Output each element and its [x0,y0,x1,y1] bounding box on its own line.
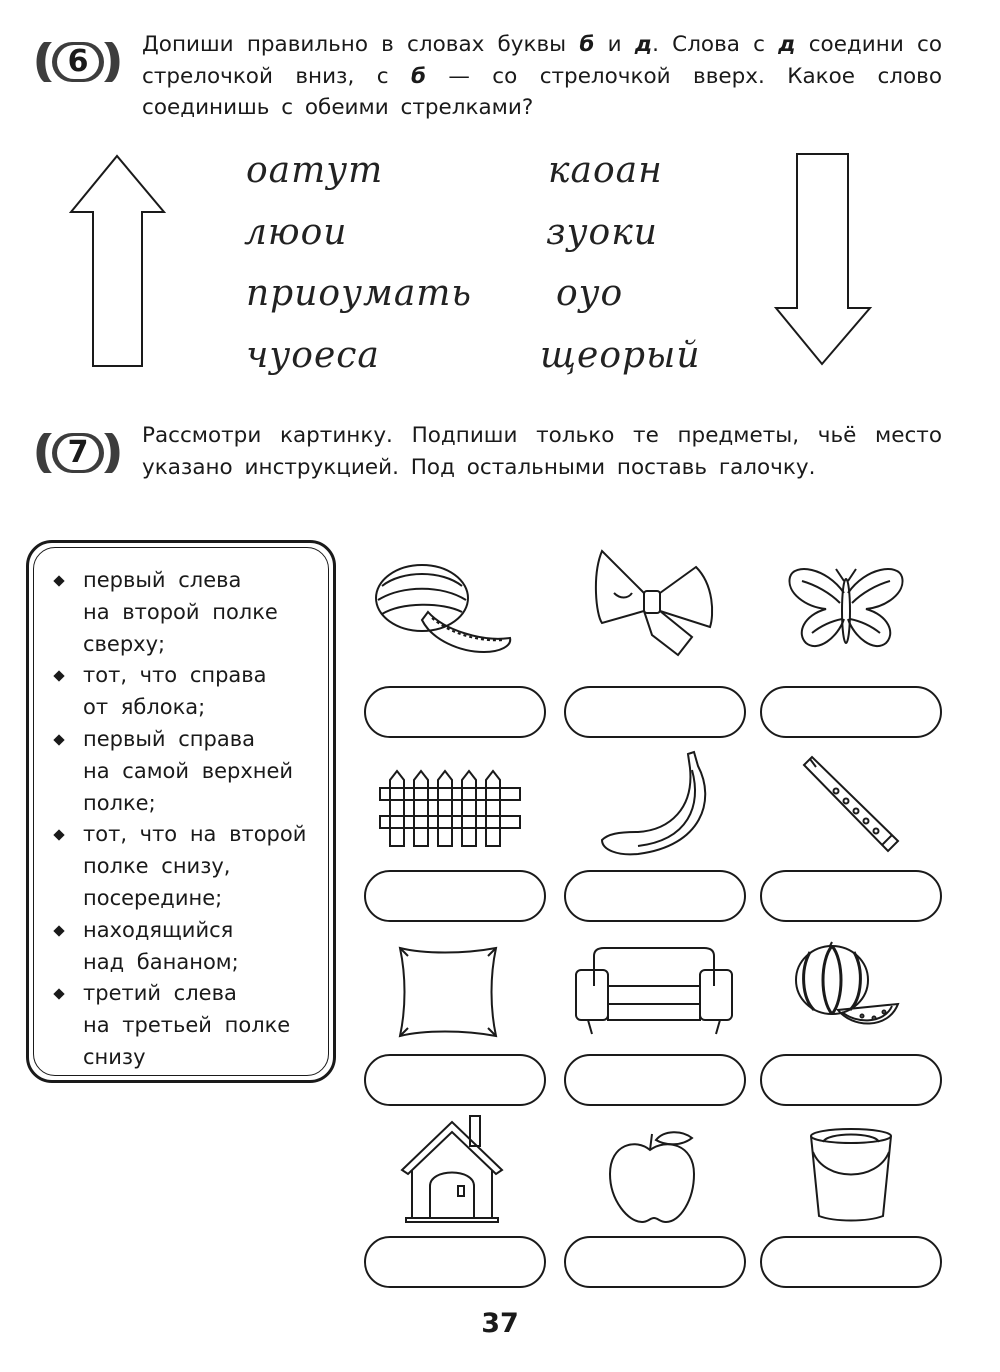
arrow-up-icon [68,152,168,370]
instruction-line: третий слева [83,981,237,1006]
bullet-icon [53,989,64,1000]
word-left-4: чуоеса [246,335,380,376]
bucket-icon [805,1122,897,1224]
letter-d: д [778,32,796,57]
task-number: 7 [67,435,89,470]
word-left-2: люои [244,212,348,253]
label-field[interactable] [564,686,746,738]
task-6-badge [30,40,126,84]
label-field[interactable] [760,1236,942,1288]
doghouse-icon [400,1114,506,1224]
label-field[interactable] [364,686,546,738]
bullet-icon [53,734,64,745]
melon-icon [372,560,517,660]
instruction-line: посередине; [83,885,223,910]
label-field[interactable] [364,1236,546,1288]
instruction-line: над бананом; [83,949,239,974]
task-6-text: Допиши правильно в словах буквы б и д. Слова с д соедини со стрелочкой вниз, с б — со стрелочкой вверх. Какое слово соединишь с обеими стрелками? [142,32,942,120]
label-field[interactable] [760,1054,942,1106]
watermelon-icon [792,940,902,1035]
word-right-2: зуоки [546,212,658,253]
fence-icon [378,768,523,848]
instruction-line: сверху; [83,631,166,656]
instruction-list [51,565,341,1074]
label-field[interactable] [760,686,942,738]
label-field[interactable] [564,1054,746,1106]
instruction-line: снизу [83,1044,146,1069]
label-field[interactable] [760,870,942,922]
label-field[interactable] [564,870,746,922]
letter-d: д [634,32,653,57]
instruction-line: тот, что на второй [83,822,307,847]
instruction-item [51,819,341,914]
apple-icon [606,1128,698,1224]
flute-icon [800,753,900,853]
instruction-item [51,978,341,1073]
instruction-line: от яблока; [83,695,206,720]
bullet-icon [53,830,64,841]
instruction-item [51,724,341,819]
task-7-text: Рассмотри картинку. Подпиши только те предметы, чьё место указано инструкцией. Под остальными поставь галочку. [142,423,942,480]
label-field[interactable] [364,870,546,922]
instruction-line: первый слева [83,568,242,592]
word-left-3: приоумать [246,273,473,314]
word-right-3: оуо [556,273,624,314]
page-number: 37 [481,1308,519,1339]
word-left-1: оатут [246,150,384,191]
instruction-line: полке; [83,790,156,815]
task-7-badge [30,431,126,475]
instruction-line: полке снизу, [83,854,231,879]
arrow-down-icon [772,150,874,368]
letter-b: б [579,32,595,57]
instruction-line: на третьей полке [83,1013,291,1038]
bullet-icon [53,575,64,586]
word-right-4: щеорый [540,335,701,376]
letter-b: б [410,63,426,89]
instruction-item [51,660,341,724]
butterfly-icon [786,563,906,658]
pillow-icon [394,942,502,1042]
bow-tie-icon [592,545,717,660]
word-right-1: каоан [548,150,663,191]
bullet-icon [53,671,64,682]
instruction-line: на самой верхней [83,758,294,783]
instruction-box [26,540,336,1083]
bullet-icon [53,925,64,936]
instruction-line: на второй полке [83,599,278,624]
task-number: 6 [67,44,89,79]
label-field[interactable] [364,1054,546,1106]
instruction-line: первый справа [83,726,255,751]
label-field[interactable] [564,1236,746,1288]
instruction-item [51,915,341,979]
sofa-icon [574,946,734,1036]
banana-icon [598,750,723,860]
instruction-item [51,565,341,660]
instruction-line: тот, что справа [83,663,267,688]
instruction-line: находящийся [83,917,234,942]
